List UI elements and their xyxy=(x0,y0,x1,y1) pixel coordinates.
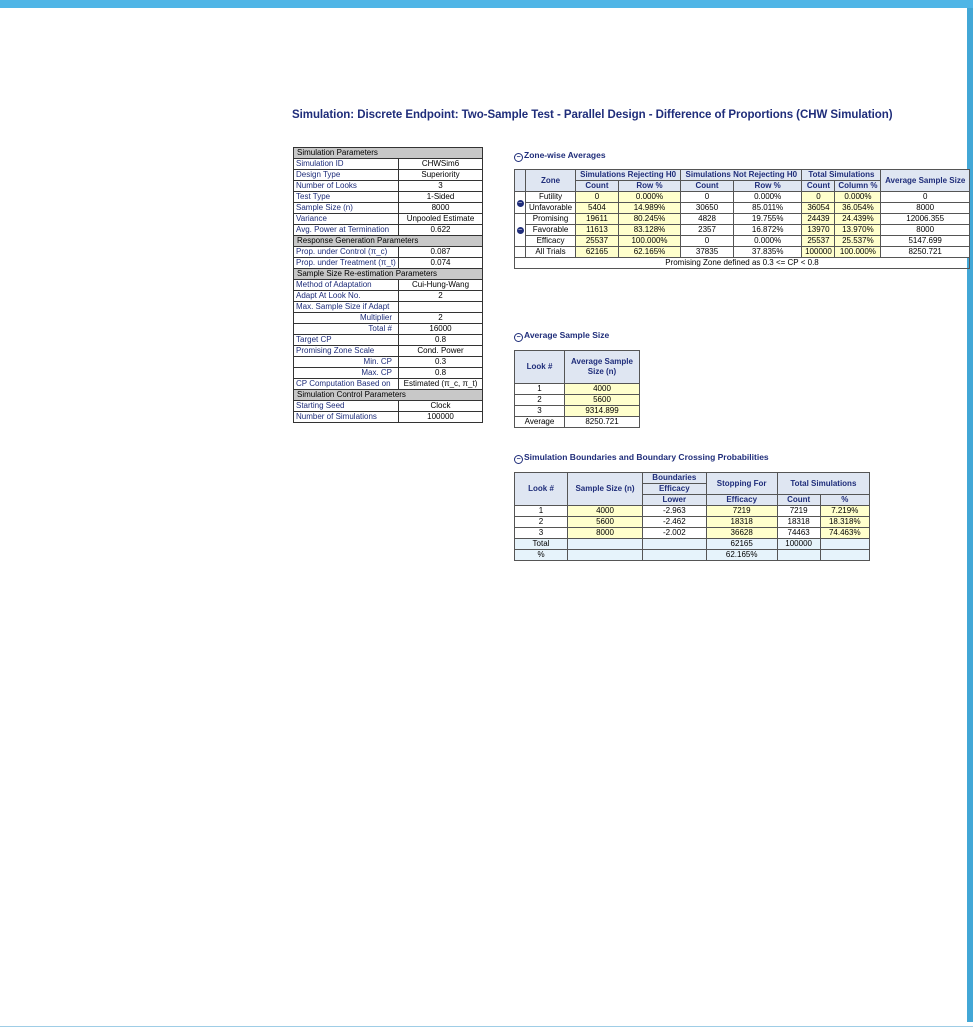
table-row xyxy=(515,550,870,561)
zone-cell: 24.439% xyxy=(835,214,881,225)
param-value: 0.622 xyxy=(399,225,483,236)
param-value: Clock xyxy=(399,401,483,412)
boundary-cell: % xyxy=(515,550,568,561)
boundary-cell: 3 xyxy=(515,528,568,539)
boundary-cell: 74.463% xyxy=(820,528,869,539)
boundary-cell xyxy=(568,539,643,550)
param-label: Adapt At Look No. xyxy=(294,291,399,302)
zone-cell: 13970 xyxy=(802,225,835,236)
zone-cell: 80.245% xyxy=(618,214,680,225)
zone-name: Efficacy xyxy=(526,236,576,247)
param-label: Method of Adaptation xyxy=(294,280,399,291)
table-row xyxy=(515,384,640,395)
row-pct-header: Row % xyxy=(618,181,680,192)
param-value: Estimated (π_c, π_t) xyxy=(399,379,483,390)
zone-cell: 37835 xyxy=(681,247,734,258)
param-value: 1-Sided xyxy=(399,192,483,203)
count-header: Count xyxy=(802,181,835,192)
boundary-cell: 74463 xyxy=(777,528,820,539)
param-value: CHWSim6 xyxy=(399,159,483,170)
boundaries-table xyxy=(514,472,870,561)
param-value: 16000 xyxy=(399,324,483,335)
section-header: Simulation Parameters xyxy=(294,148,483,159)
param-value: Unpooled Estimate xyxy=(399,214,483,225)
collapse-icon[interactable]: − xyxy=(517,227,523,234)
total-sim-header: Total Simulations xyxy=(777,473,869,495)
avg-cell: 9314.899 xyxy=(565,406,640,417)
param-value: 0.8 xyxy=(399,335,483,346)
boundaries-heading-text: Simulation Boundaries and Boundary Crossing Probabilities xyxy=(524,452,769,462)
boundaries-section-heading[interactable] xyxy=(514,452,769,464)
average-sample-size-table xyxy=(514,350,640,428)
efficacy-header: Efficacy xyxy=(643,484,707,495)
boundary-cell: 8000 xyxy=(568,528,643,539)
zone-cell: 14.989% xyxy=(618,203,680,214)
collapse-icon[interactable]: − xyxy=(514,333,523,342)
efficacy-header: Efficacy xyxy=(706,495,777,506)
stopping-for-header: Stopping For xyxy=(706,473,777,495)
zone-name: Promising xyxy=(526,214,576,225)
boundary-cell: 1 xyxy=(515,506,568,517)
table-row xyxy=(515,528,870,539)
count-header: Count xyxy=(777,495,820,506)
look-cell: 1 xyxy=(515,384,565,395)
sample-size-header: Sample Size (n) xyxy=(568,473,643,506)
param-value: 0.8 xyxy=(399,368,483,379)
table-row xyxy=(515,406,640,417)
avg-heading-text: Average Sample Size xyxy=(524,330,610,340)
zone-cell: 0 xyxy=(681,236,734,247)
pct-header: % xyxy=(820,495,869,506)
avg-ss-header: Average Sample Size (n) xyxy=(565,351,640,384)
boundary-cell: Total xyxy=(515,539,568,550)
boundary-cell xyxy=(820,550,869,561)
bottom-line xyxy=(0,1026,973,1027)
table-row xyxy=(515,236,970,247)
param-label: CP Computation Based on xyxy=(294,379,399,390)
top-accent-bar xyxy=(0,0,973,8)
table-row xyxy=(515,192,970,203)
count-header: Count xyxy=(576,181,619,192)
boundary-cell: 7.219% xyxy=(820,506,869,517)
lower-header: Lower xyxy=(643,495,707,506)
boundary-cell: 62.165% xyxy=(706,550,777,561)
param-label: Max. Sample Size if Adapt xyxy=(294,302,399,313)
boundary-cell: 18318 xyxy=(706,517,777,528)
zone-section-heading[interactable] xyxy=(514,150,606,162)
zone-name: All Trials xyxy=(526,247,576,258)
zone-cell: 36.054% xyxy=(835,203,881,214)
zone-cell: 0 xyxy=(802,192,835,203)
param-value: 0.074 xyxy=(399,258,483,269)
boundary-cell: 4000 xyxy=(568,506,643,517)
zone-cell: 8000 xyxy=(881,203,970,214)
zone-cell: 100.000% xyxy=(618,236,680,247)
look-cell: 2 xyxy=(515,395,565,406)
param-label: Avg. Power at Termination xyxy=(294,225,399,236)
param-value: Cond. Power xyxy=(399,346,483,357)
param-label: Prop. under Control (π_c) xyxy=(294,247,399,258)
zone-cell: 0.000% xyxy=(835,192,881,203)
column-pct-header: Column % xyxy=(835,181,881,192)
param-value: 3 xyxy=(399,181,483,192)
section-header: Simulation Control Parameters xyxy=(294,390,483,401)
zone-cell: 24439 xyxy=(802,214,835,225)
zone-cell: 11613 xyxy=(576,225,619,236)
boundaries-header: Boundaries xyxy=(643,473,707,484)
zone-cell: 16.872% xyxy=(733,225,802,236)
simulation-parameters-table xyxy=(293,147,483,423)
zone-cell: 0.000% xyxy=(733,192,802,203)
table-row xyxy=(515,417,640,428)
param-value: 100000 xyxy=(399,412,483,423)
collapse-icon[interactable]: − xyxy=(514,153,523,162)
table-row xyxy=(515,203,970,214)
zone-name: Unfavorable xyxy=(526,203,576,214)
param-value xyxy=(399,302,483,313)
section-header: Response Generation Parameters xyxy=(294,236,483,247)
boundary-cell xyxy=(643,550,707,561)
zone-cell: 25537 xyxy=(576,236,619,247)
boundary-cell: -2.462 xyxy=(643,517,707,528)
param-label: Target CP xyxy=(294,335,399,346)
rejecting-header: Simulations Rejecting H0 xyxy=(576,170,681,181)
boundary-cell: -2.002 xyxy=(643,528,707,539)
avg-cell: 5600 xyxy=(565,395,640,406)
zone-header: Zone xyxy=(526,170,576,192)
zone-cell: 25.537% xyxy=(835,236,881,247)
zone-cell: 100.000% xyxy=(835,247,881,258)
zone-cell: 4828 xyxy=(681,214,734,225)
table-row xyxy=(515,539,870,550)
param-label: Multiplier xyxy=(294,313,399,324)
boundary-cell: 62165 xyxy=(706,539,777,550)
param-label: Number of Simulations xyxy=(294,412,399,423)
boundary-cell: 7219 xyxy=(777,506,820,517)
boundary-cell xyxy=(568,550,643,561)
boundary-cell xyxy=(643,539,707,550)
table-row xyxy=(515,247,970,258)
row-pct-header: Row % xyxy=(733,181,802,192)
zone-cell: 62.165% xyxy=(618,247,680,258)
boundary-cell xyxy=(820,539,869,550)
table-row xyxy=(515,214,970,225)
boundary-cell: 18.318% xyxy=(820,517,869,528)
zone-cell: 8000 xyxy=(881,225,970,236)
table-row xyxy=(515,395,640,406)
expand-col-header xyxy=(515,170,526,192)
boundary-cell xyxy=(777,550,820,561)
param-label: Simulation ID xyxy=(294,159,399,170)
zone-cell: 8250.721 xyxy=(881,247,970,258)
expand-cell xyxy=(515,247,526,258)
zone-cell: 25537 xyxy=(802,236,835,247)
total-sim-header: Total Simulations xyxy=(802,170,881,181)
zone-name: Futility xyxy=(526,192,576,203)
table-row xyxy=(515,517,870,528)
zone-cell: 19611 xyxy=(576,214,619,225)
param-value: Superiority xyxy=(399,170,483,181)
expand-cell[interactable] xyxy=(515,214,526,247)
zone-cell: 62165 xyxy=(576,247,619,258)
boundary-cell: -2.963 xyxy=(643,506,707,517)
param-value: 8000 xyxy=(399,203,483,214)
boundary-cell: 2 xyxy=(515,517,568,528)
expand-cell[interactable] xyxy=(515,192,526,214)
param-label: Min. CP xyxy=(294,357,399,368)
zone-cell: 85.011% xyxy=(733,203,802,214)
look-header: Look # xyxy=(515,473,568,506)
zone-cell: 12006.355 xyxy=(881,214,970,225)
section-header: Sample Size Re-estimation Parameters xyxy=(294,269,483,280)
zone-name: Favorable xyxy=(526,225,576,236)
scrollbar[interactable] xyxy=(967,8,973,1022)
boundary-cell: 7219 xyxy=(706,506,777,517)
collapse-icon[interactable]: − xyxy=(514,455,523,464)
zone-cell: 0.000% xyxy=(618,192,680,203)
avg-cell: 4000 xyxy=(565,384,640,395)
boundary-cell: 5600 xyxy=(568,517,643,528)
param-value: 2 xyxy=(399,291,483,302)
zone-cell: 100000 xyxy=(802,247,835,258)
avg-ss-header: Average Sample Size xyxy=(881,170,970,192)
zone-heading-text: Zone-wise Averages xyxy=(524,150,606,160)
avg-section-heading[interactable] xyxy=(514,330,609,342)
param-label: Max. CP xyxy=(294,368,399,379)
zone-cell: 30650 xyxy=(681,203,734,214)
param-value: 0.3 xyxy=(399,357,483,368)
param-label: Prop. under Treatment (π_t) xyxy=(294,258,399,269)
zone-cell: 19.755% xyxy=(733,214,802,225)
zone-wise-averages-table xyxy=(514,169,970,269)
param-label: Starting Seed xyxy=(294,401,399,412)
avg-cell: 8250.721 xyxy=(565,417,640,428)
param-label: Number of Looks xyxy=(294,181,399,192)
param-label: Test Type xyxy=(294,192,399,203)
look-header: Look # xyxy=(515,351,565,384)
table-row xyxy=(515,225,970,236)
zone-cell: 83.128% xyxy=(618,225,680,236)
param-value: 2 xyxy=(399,313,483,324)
zone-cell: 0.000% xyxy=(733,236,802,247)
look-cell: 3 xyxy=(515,406,565,417)
param-value: Cui-Hung-Wang xyxy=(399,280,483,291)
zone-footnote: Promising Zone defined as 0.3 <= CP < 0.8 xyxy=(515,258,970,269)
param-value: 0.087 xyxy=(399,247,483,258)
zone-cell: 13.970% xyxy=(835,225,881,236)
boundary-cell: 100000 xyxy=(777,539,820,550)
param-label: Total # xyxy=(294,324,399,335)
param-label: Promising Zone Scale xyxy=(294,346,399,357)
param-label: Design Type xyxy=(294,170,399,181)
collapse-icon[interactable]: − xyxy=(517,199,523,207)
zone-cell: 5147.699 xyxy=(881,236,970,247)
zone-cell: 5404 xyxy=(576,203,619,214)
zone-cell: 0 xyxy=(681,192,734,203)
param-label: Sample Size (n) xyxy=(294,203,399,214)
zone-cell: 2357 xyxy=(681,225,734,236)
zone-cell: 36054 xyxy=(802,203,835,214)
zone-cell: 0 xyxy=(576,192,619,203)
not-rejecting-header: Simulations Not Rejecting H0 xyxy=(681,170,802,181)
boundary-cell: 36628 xyxy=(706,528,777,539)
table-row xyxy=(515,506,870,517)
boundary-cell: 18318 xyxy=(777,517,820,528)
count-header: Count xyxy=(681,181,734,192)
page-title: Simulation: Discrete Endpoint: Two-Sample Test - Parallel Design - Difference of Proportions (CHW Simulation) xyxy=(292,109,893,121)
zone-cell: 0 xyxy=(881,192,970,203)
param-label: Variance xyxy=(294,214,399,225)
zone-cell: 37.835% xyxy=(733,247,802,258)
look-cell: Average xyxy=(515,417,565,428)
